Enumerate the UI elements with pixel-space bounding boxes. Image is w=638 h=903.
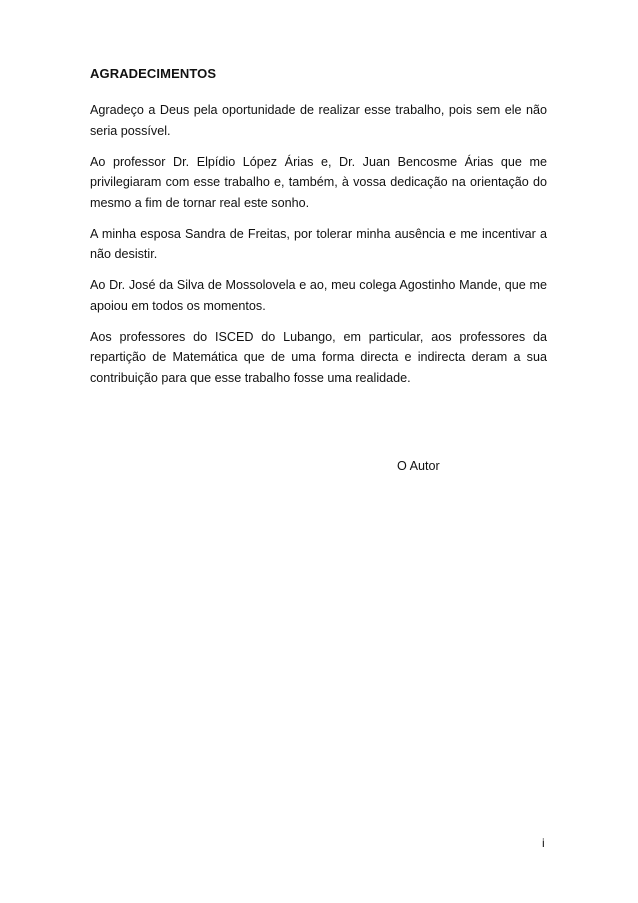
paragraph-isced: Aos professores do ISCED do Lubango, em particular, aos professores da repartição de Matemática que de uma forma directa e indirecta deram a sua contribuição para que esse trabalho fosse uma realidade.	[90, 329, 547, 385]
page-number: i	[542, 836, 545, 850]
paragraph-wife: A minha esposa Sandra de Freitas, por tolerar minha ausência e me incentivar a não desistir.	[90, 226, 547, 261]
page-title: AGRADECIMENTOS	[90, 66, 217, 81]
paragraph-god: Agradeço a Deus pela oportunidade de realizar esse trabalho, pois sem ele não seria possível.	[90, 103, 547, 138]
acknowledgements-body	[90, 100, 547, 399]
paragraph-colleagues: Ao Dr. José da Silva de Mossolovela e ao, meu colega Agostinho Mande, que me apoiou em todos os momentos.	[90, 278, 547, 313]
author-signature: O Autor	[397, 459, 440, 473]
paragraph-professors: Ao professor Dr. Elpídio López Árias e, Dr. Juan Bencosme Árias que me privilegiaram com esse trabalho e, também, à vossa dedicação na orientação do mesmo a fim de tornar real este sonho.	[90, 154, 547, 210]
